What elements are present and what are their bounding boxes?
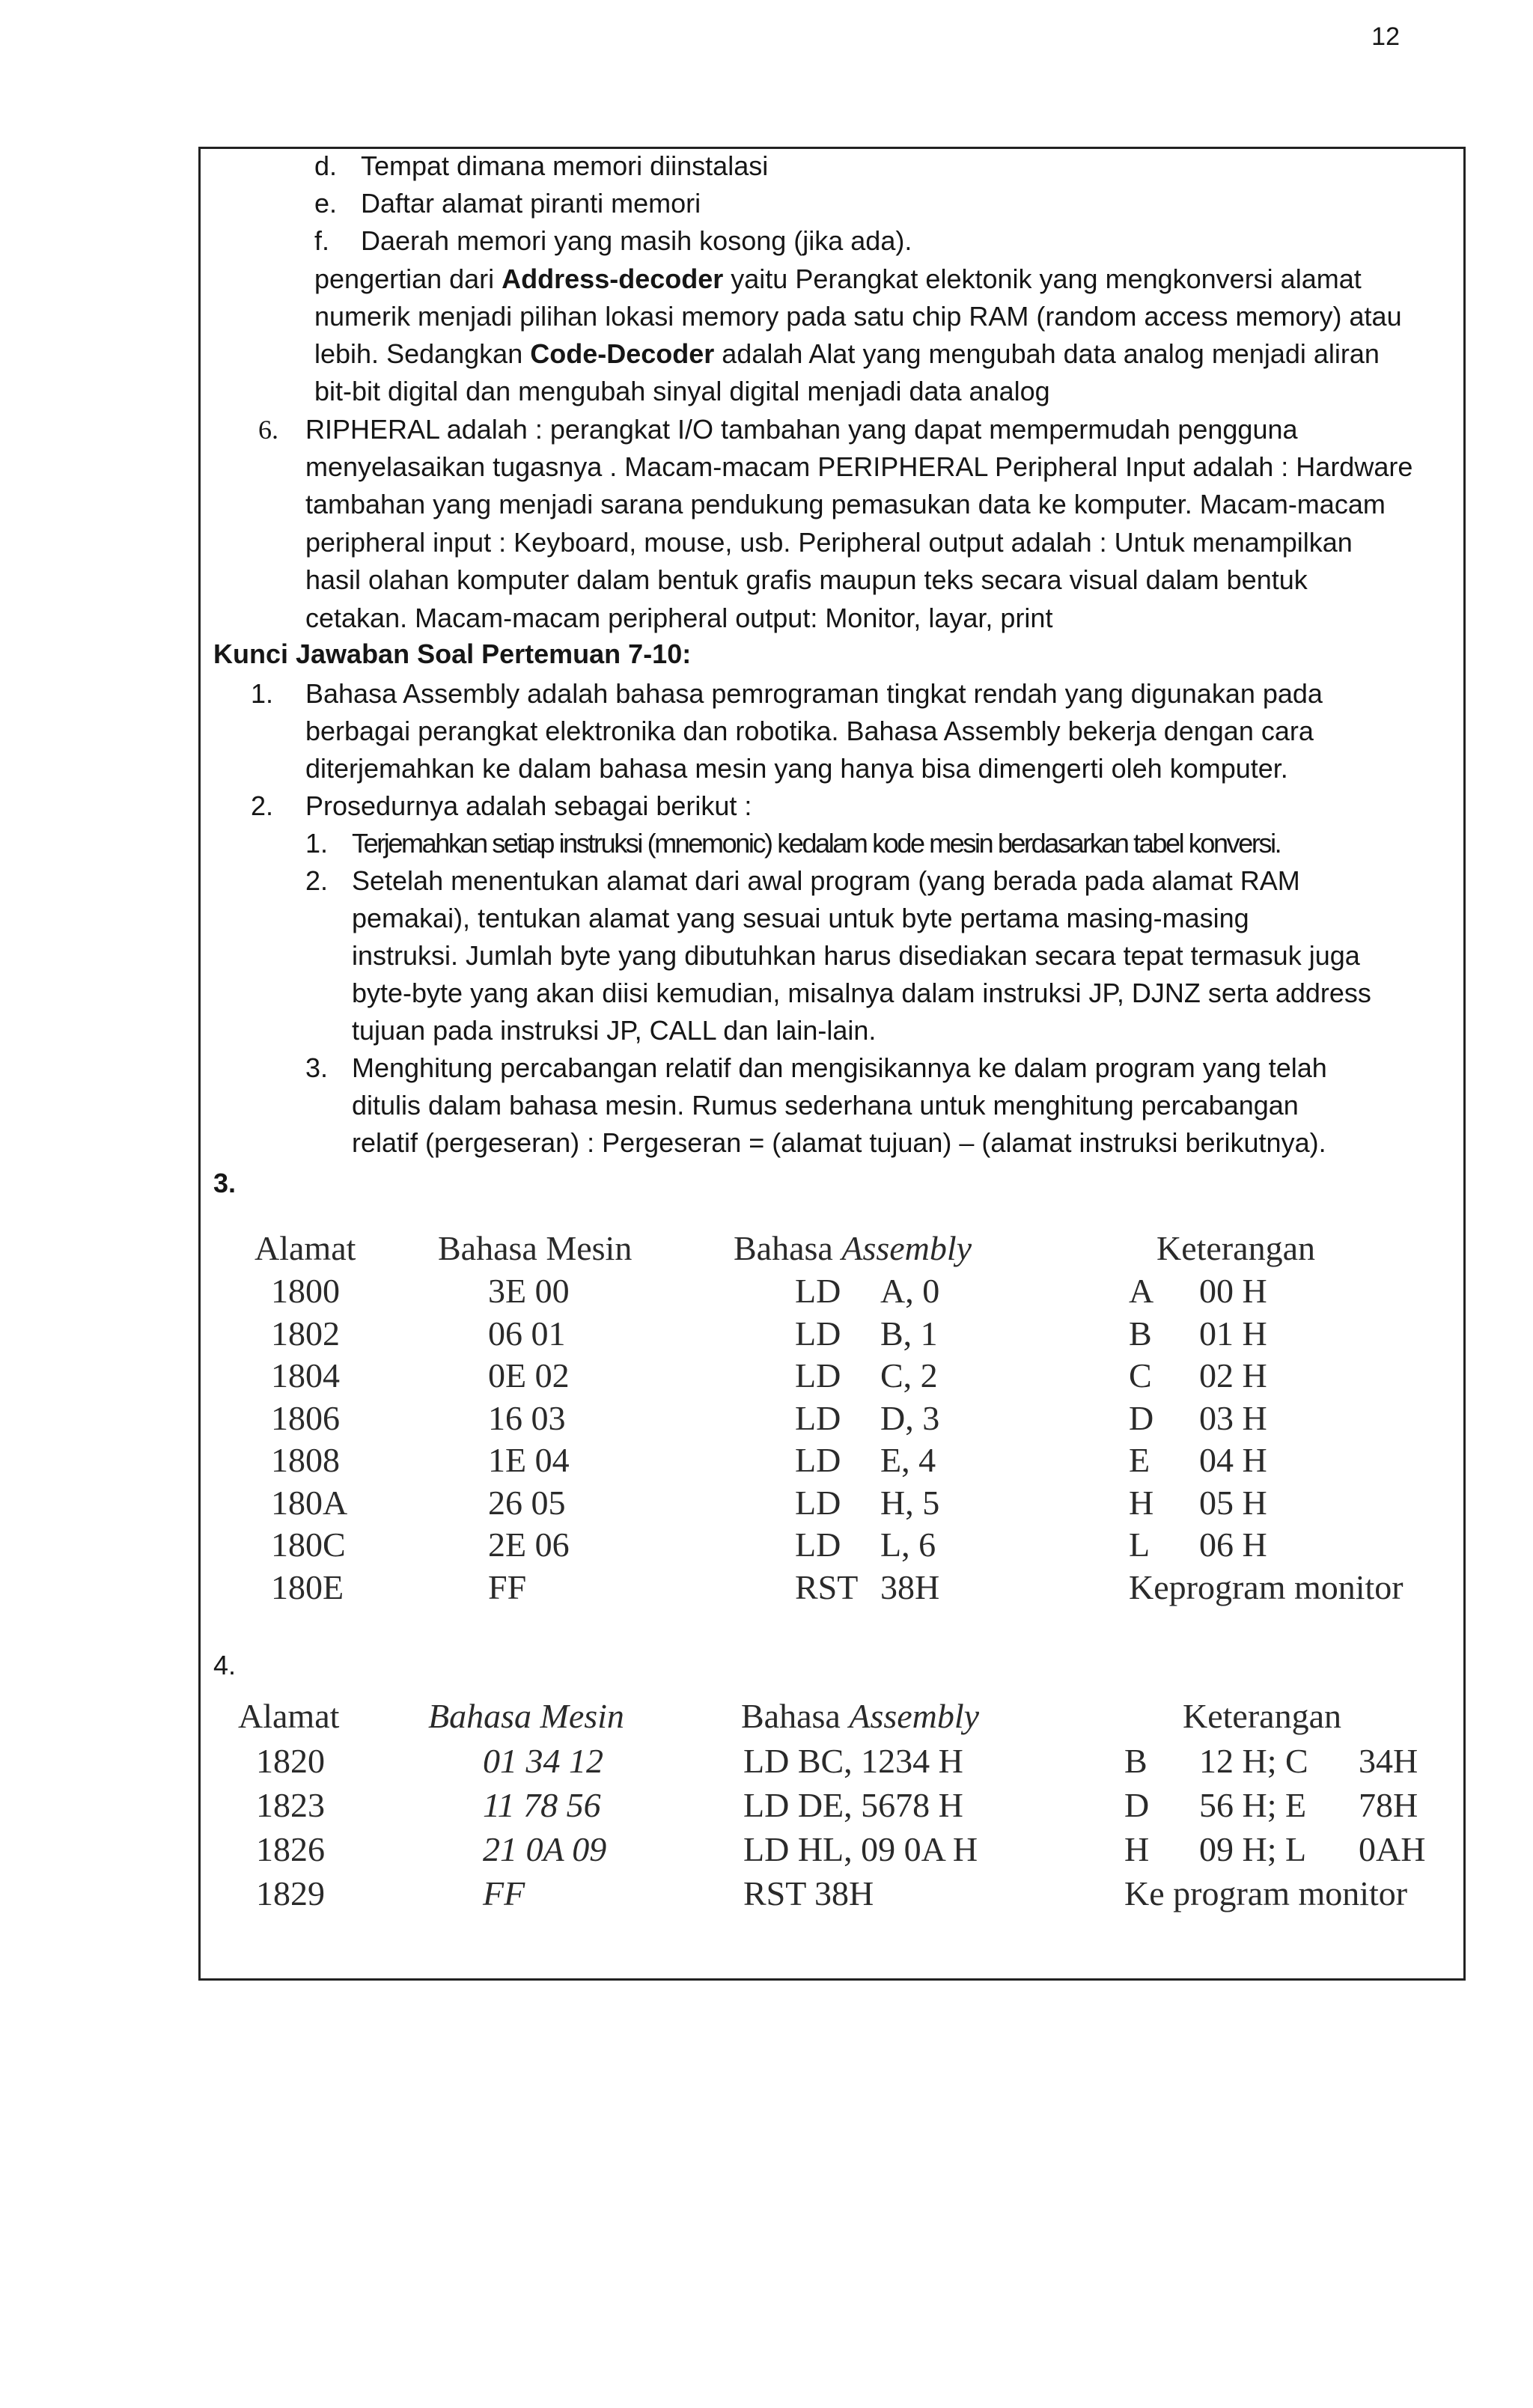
list-item-text: Daerah memori yang masih kosong (jika ada). [361,225,912,256]
table3-cell-register: L [1129,1525,1150,1564]
table3-cell-mesin: FF [488,1567,527,1606]
table3-cell-alamat: 180A [271,1483,348,1522]
table3-cell-alamat: 1808 [271,1441,340,1479]
step-line: Setelah menentukan alamat dari awal program (yang berada pada alamat RAM [352,865,1300,896]
step-line: instruksi. Jumlah byte yang dibutuhkan harus disediakan secara tepat termasuk juga [352,940,1360,971]
answer-1-marker: 1. [251,678,274,709]
table3-cell-register: A [1129,1272,1154,1310]
table3-cell-register: Keprogram monitor [1129,1567,1404,1606]
address-decoder-line-3: lebih. Sedangkan Code-Decoder adalah Alat yang mengubah data analog menjadi aliran [314,338,1380,369]
table3-cell-alamat: 1800 [271,1272,340,1310]
answer-2-marker: 2. [251,790,274,821]
table3-cell-operand: A, 0 [880,1272,940,1310]
item-6-marker: 6. [258,415,278,445]
table3-cell-mesin: 06 01 [488,1314,566,1353]
table3-cell-alamat: 180C [271,1525,346,1564]
step-line: pemakai), tentukan alamat yang sesuai untuk byte pertama masing-masing [352,903,1249,933]
step-marker: 2. [305,865,329,896]
step-line: Terjemahkan setiap instruksi (mnemonic) kedalam kode mesin berdasarkan tabel konversi. [352,828,1281,859]
table3-cell-value: 06 H [1199,1525,1267,1564]
address-decoder-line-2: numerik menjadi pilihan lokasi memory pada satu chip RAM (random access memory) atau [314,301,1402,332]
address-decoder-line-4: bit-bit digital dan mengubah sinyal digital menjadi data analog [314,376,1050,406]
step-line: byte-byte yang akan diisi kemudian, misalnya dalam instruksi JP, DJNZ serta address [352,978,1371,1008]
item-6-line: cetakan. Macam-macam peripheral output: Monitor, layar, print [305,603,1053,633]
table3-cell-mesin: 26 05 [488,1483,566,1522]
table4-cell-mesin: 21 0A 09 [483,1830,607,1868]
table3-cell-opcode: LD [795,1272,841,1310]
table4-cell-mesin: 11 78 56 [483,1786,601,1824]
term-address-decoder: Address-decoder [502,263,724,294]
list-marker: e. [314,188,338,219]
table4-cell-alamat: 1820 [256,1742,325,1780]
item-6-line: menyelasaikan tugasnya . Macam-macam PERIPHERAL Peripheral Input adalah : Hardware [305,451,1413,482]
table3-cell-register: H [1129,1483,1154,1522]
table4-cell-ket-val2: 34H [1359,1742,1418,1780]
table3-cell-operand: H, 5 [880,1483,940,1522]
table4-cell-ket-val: 12 H; C [1199,1742,1308,1780]
table3-cell-operand: 38H [880,1567,940,1606]
table3-cell-operand: D, 3 [880,1398,940,1437]
step-marker: 1. [305,828,329,859]
table3-header-mesin: Bahasa Mesin [438,1229,633,1267]
table3-cell-operand: E, 4 [880,1441,936,1479]
answer-1-line: Bahasa Assembly adalah bahasa pemrograman tingkat rendah yang digunakan pada [305,678,1323,709]
item-6-line: peripheral input : Keyboard, mouse, usb. Peripheral output adalah : Untuk menampilkan [305,527,1353,558]
step-line: Menghitung percabangan relatif dan mengisikannya ke dalam program yang telah [352,1052,1327,1083]
table4-cell-ket-reg: B [1124,1742,1148,1780]
table3-cell-mesin: 2E 06 [488,1525,570,1564]
step-marker: 3. [305,1052,329,1083]
table4-cell-mesin: 01 34 12 [483,1742,603,1780]
answer-3-marker: 3. [213,1168,237,1198]
table4-cell-ket-reg: H [1124,1830,1150,1868]
table4-cell-ket-reg: Ke program monitor [1124,1874,1408,1912]
step-line: relatif (pergeseran) : Pergeseran = (alamat tujuan) – (alamat instruksi berikutnya). [352,1127,1326,1158]
table3-cell-opcode: LD [795,1356,841,1394]
term-code-decoder: Code-Decoder [530,338,715,369]
table3-cell-mesin: 1E 04 [488,1441,570,1479]
table4-cell-ket-val2: 78H [1359,1786,1418,1824]
table3-cell-value: 00 H [1199,1272,1267,1310]
table4-cell-alamat: 1826 [256,1830,325,1868]
table3-cell-value: 01 H [1199,1314,1267,1353]
table3-cell-alamat: 1802 [271,1314,340,1353]
table3-cell-value: 03 H [1199,1398,1267,1437]
item-6-line: RIPHERAL adalah : perangkat I/O tambahan yang dapat mempermudah pengguna [305,414,1298,445]
answer-1-line: berbagai perangkat elektronika dan robotika. Bahasa Assembly bekerja dengan cara [305,716,1314,746]
table3-cell-alamat: 1804 [271,1356,340,1394]
table3-cell-register: D [1129,1398,1154,1437]
table3-cell-register: B [1129,1314,1152,1353]
table3-cell-opcode: RST [795,1567,859,1606]
step-line: ditulis dalam bahasa mesin. Rumus sederhana untuk menghitung percabangan [352,1090,1299,1121]
table3-cell-value: 02 H [1199,1356,1267,1394]
table3-cell-operand: C, 2 [880,1356,938,1394]
table3-cell-mesin: 16 03 [488,1398,566,1437]
table4-cell-mesin: FF [483,1874,525,1912]
item-6-line: tambahan yang menjadi sarana pendukung pemasukan data ke komputer. Macam-macam [305,489,1386,519]
table4-cell-ket-val2: 0AH [1359,1830,1426,1868]
table4-cell-assembly: LD DE, 5678 H [743,1786,963,1824]
table3-header-keterangan: Keterangan [1156,1229,1315,1267]
table4-cell-ket-reg: D [1124,1786,1150,1824]
table3-cell-opcode: LD [795,1441,841,1479]
kunci-heading: Kunci Jawaban Soal Pertemuan 7-10: [213,638,692,669]
table4-header-assembly: Bahasa Assembly [741,1697,980,1735]
table3-cell-value: 04 H [1199,1441,1267,1479]
list-marker: d. [314,150,338,181]
table3-cell-alamat: 1806 [271,1398,340,1437]
page-number: 12 [1371,22,1400,51]
table3-cell-opcode: LD [795,1483,841,1522]
list-item-text: Daftar alamat piranti memori [361,188,701,219]
table3-header-alamat: Alamat [255,1229,356,1267]
table4-cell-assembly: LD BC, 1234 H [743,1742,963,1780]
answer-4-marker: 4. [213,1650,237,1680]
list-marker: f. [314,225,330,256]
table3-cell-opcode: LD [795,1398,841,1437]
address-decoder-line-1: pengertian dari Address-decoder yaitu Perangkat elektonik yang mengkonversi alamat [314,263,1362,294]
table3-cell-mesin: 0E 02 [488,1356,570,1394]
table4-header-mesin: Bahasa Mesin [428,1697,624,1735]
item-6-line: hasil olahan komputer dalam bentuk grafis maupun teks secara visual dalam bentuk [305,564,1308,595]
answer-1-line: diterjemahkan ke dalam bahasa mesin yang hanya bisa dimengerti oleh komputer. [305,753,1288,784]
table4-cell-assembly: LD HL, 09 0A H [743,1830,978,1868]
answer-2-intro: Prosedurnya adalah sebagai berikut : [305,790,752,821]
table3-cell-operand: B, 1 [880,1314,938,1353]
table3-cell-register: E [1129,1441,1150,1479]
table3-cell-register: C [1129,1356,1152,1394]
table3-cell-operand: L, 6 [880,1525,936,1564]
table4-cell-alamat: 1823 [256,1786,325,1824]
table4-header-alamat: Alamat [238,1697,340,1735]
table4-header-keterangan: Keterangan [1183,1697,1341,1735]
table3-cell-value: 05 H [1199,1483,1267,1522]
table3-cell-mesin: 3E 00 [488,1272,570,1310]
table3-header-assembly: Bahasa Assembly [734,1229,972,1267]
table3-cell-opcode: LD [795,1314,841,1353]
table3-cell-alamat: 180E [271,1567,344,1606]
step-line: tujuan pada instruksi JP, CALL dan lain-lain. [352,1015,877,1046]
table4-cell-alamat: 1829 [256,1874,325,1912]
list-item-text: Tempat dimana memori diinstalasi [361,150,769,181]
table3-cell-opcode: LD [795,1525,841,1564]
table4-cell-ket-val: 09 H; L [1199,1830,1307,1868]
table4-cell-ket-val: 56 H; E [1199,1786,1307,1824]
table4-cell-assembly: RST 38H [743,1874,874,1912]
